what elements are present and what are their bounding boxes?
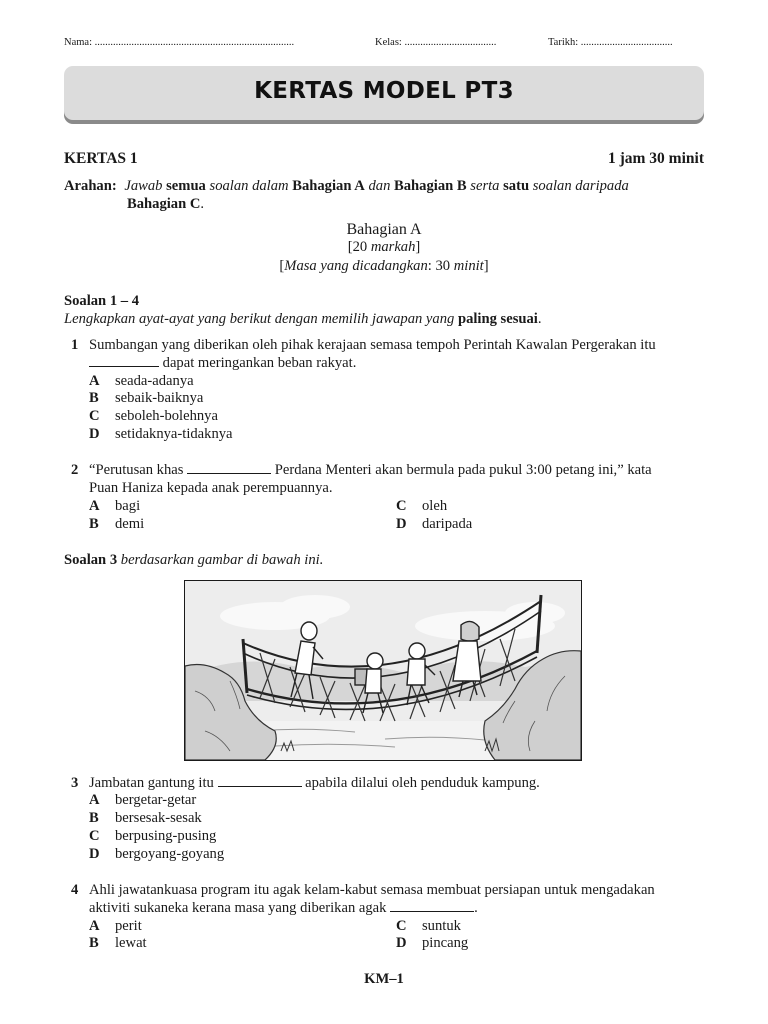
tarikh-field: Tarikh: ................................... (548, 37, 673, 48)
paper-duration: 1 jam 30 minit (607, 150, 704, 167)
instruction-text: serta (470, 178, 500, 194)
q3-option-c: C berpusing-pusing (89, 828, 217, 844)
q3-option-b: B bersesak-sesak (89, 810, 202, 826)
instruction-text: soalan dalam (209, 178, 289, 194)
q2-line-2: Puan Haniza kepada anak perempuannya. (89, 480, 333, 496)
instruction-text: satu (503, 178, 530, 194)
q2-option-a: A bagi (89, 498, 141, 514)
page-number: KM–1 (364, 971, 404, 987)
instruction-text: . (200, 196, 205, 212)
nama-field: Nama: ............................................................................ (64, 37, 295, 48)
q1-option-c: C seboleh-bolehnya (89, 408, 218, 424)
q4-option-b: B lewat (89, 935, 147, 951)
q4-line-2: aktiviti sukaneka kerana masa yang diberikan agak . (89, 900, 478, 916)
q3-option-d: D bergoyang-goyang (89, 846, 225, 862)
answer-blank (390, 900, 474, 912)
instruction-line-1 (64, 177, 629, 195)
q2-option-d: D daripada (396, 516, 473, 532)
instruction-text: Bahagian B (394, 178, 467, 194)
instruction-text: soalan daripada (532, 178, 629, 194)
q1-option-a: A seada-adanya (89, 373, 194, 389)
paper-name: KERTAS 1 (64, 150, 138, 167)
q2-option-b: B demi (89, 516, 145, 532)
q1-line-2: dapat meringankan beban rakyat. (89, 354, 356, 372)
q2-number: 2 (71, 462, 79, 478)
answer-blank (218, 775, 302, 787)
q1-option-d: D setidaknya-tidaknya (89, 426, 233, 442)
picture-intro: Soalan 3 berdasarkan gambar di bawah ini. (64, 552, 324, 568)
q3-line-1: Jambatan gantung itu apabila dilalui oleh penduduk kampung. (89, 775, 540, 791)
instruction-text: Jawab (124, 178, 163, 194)
page-title: KERTAS MODEL PT3 (254, 78, 514, 104)
group-label: Soalan 1 – 4 (64, 293, 140, 309)
answer-blank (89, 355, 159, 367)
instruction-text: dan (368, 178, 391, 194)
section-time: [Masa yang dicadangkan: 30 minit] (279, 258, 489, 274)
q1-line-1: Sumbangan yang diberikan oleh pihak kerajaan semasa tempoh Perintah Kawalan Pergerakan itu (89, 337, 656, 353)
q4-number: 4 (71, 882, 79, 898)
section-title: Bahagian A (346, 221, 422, 238)
q4-line-1: Ahli jawatankuasa program itu agak kelam-kabut semasa membuat persiapan untuk mengadakan (89, 882, 655, 898)
instruction-text: Bahagian C (127, 196, 201, 212)
q4-option-d: D pincang (396, 935, 469, 951)
instruction-label: Arahan: (64, 178, 117, 194)
q3-number: 3 (71, 775, 79, 791)
instruction-line-2 (127, 195, 204, 213)
q2-line-1: “Perutusan khas Perdana Menteri akan bermula pada pukul 3:00 petang ini,” kata (89, 462, 652, 478)
q1-option-b: B sebaik-baiknya (89, 390, 204, 406)
group-instruction: Lengkapkan ayat-ayat yang berikut dengan memilih jawapan yang paling sesuai. (64, 311, 542, 327)
kelas-field: Kelas: ................................... (375, 37, 497, 48)
q4-option-a: A perit (89, 918, 142, 934)
instruction-text: Bahagian A (292, 178, 365, 194)
instruction-text: semua (166, 178, 206, 194)
suspension-bridge-illustration (184, 580, 582, 761)
q1-number: 1 (71, 337, 79, 353)
section-marks: [20 markah] (347, 239, 421, 255)
answer-blank (187, 462, 271, 474)
q2-option-c: C oleh (396, 498, 448, 514)
q3-option-a: A bergetar-getar (89, 792, 197, 808)
q4-option-c: C suntuk (396, 918, 461, 934)
